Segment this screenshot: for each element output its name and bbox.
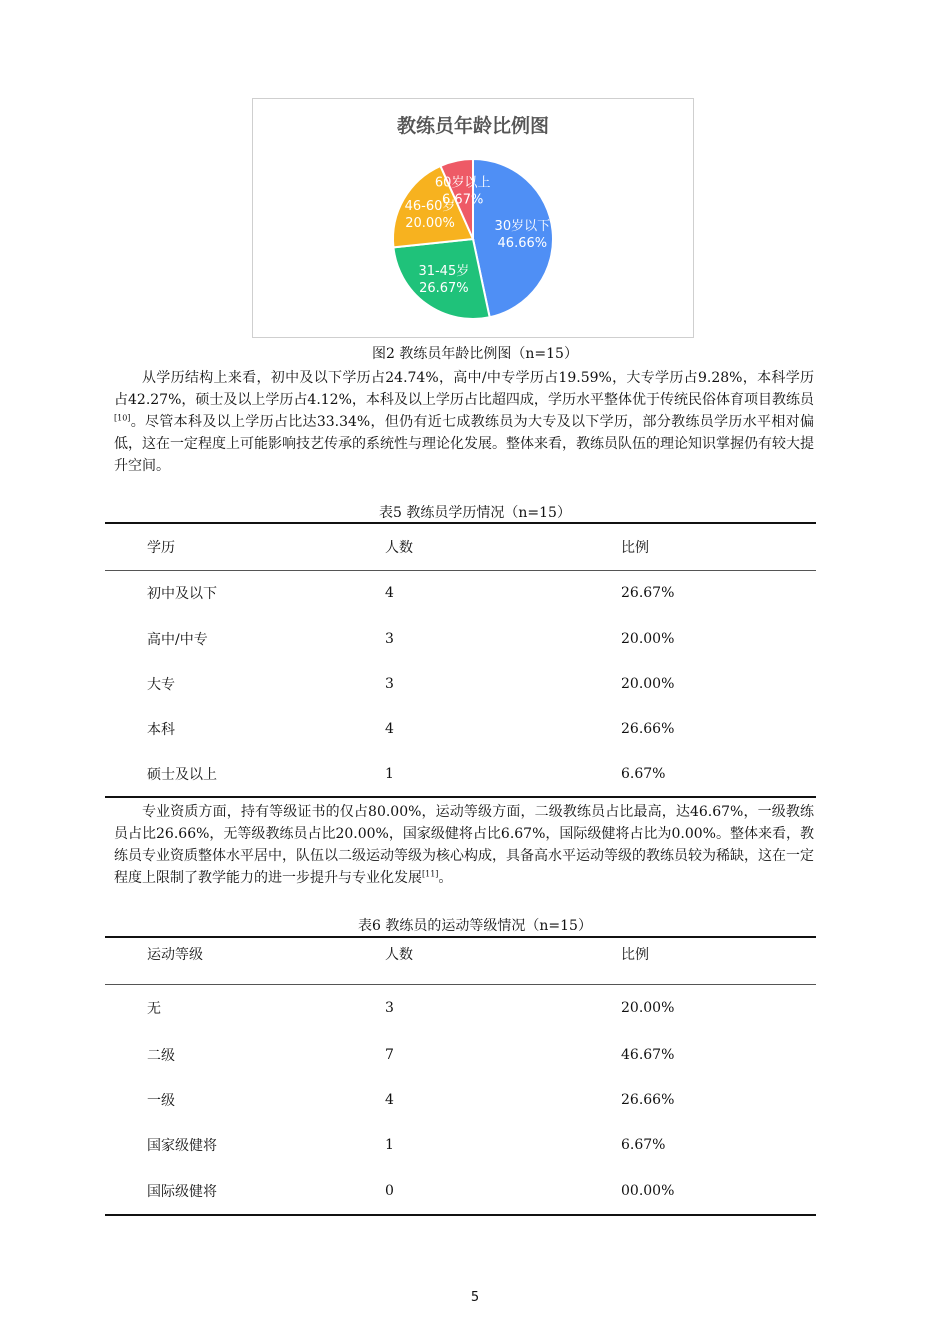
figure-caption: 图2 教练员年龄比例图（n=15） [372, 346, 578, 362]
table-cell: 6.67% [621, 1136, 666, 1153]
table-cell: 46.67% [621, 1046, 675, 1063]
table-row [105, 616, 816, 661]
slice-value-label: 20.00% [405, 216, 455, 232]
page-number: 5 [470, 1290, 480, 1305]
paragraph-text: 从学历结构上来看，初中及以下学历占24.74%，高中/中专学历占19.59%，大专学历占9.28%，本科学历占42.27%，硕士及以上学历占4.12%，本科及以上学历占比超四成，学历水平整体优于传统民俗体育项目教练员 [114, 370, 814, 408]
table-cell: 国际级健将 [147, 1183, 217, 1200]
column-header: 比例 [621, 947, 649, 963]
table6-caption: 表6 教练员的运动等级情况（n=15） [358, 918, 592, 934]
table-row [105, 661, 816, 706]
table-cell: 国家级健将 [147, 1137, 217, 1154]
slice-category-label: 60岁以上 [434, 175, 491, 191]
table-cell: 00.00% [621, 1182, 675, 1199]
column-header: 比例 [621, 539, 649, 556]
table5-caption: 表5 教练员学历情况（n=15） [379, 505, 571, 521]
table-cell: 7 [385, 1046, 394, 1063]
table-row [105, 1167, 816, 1215]
table-cell: 本科 [147, 721, 175, 738]
column-header: 运动等级 [147, 947, 203, 963]
table-cell: 4 [385, 720, 394, 737]
table-cell: 20.00% [621, 675, 675, 692]
table-cell: 4 [385, 1091, 394, 1108]
table-cell: 3 [385, 675, 394, 692]
table-cell: 3 [385, 1000, 394, 1017]
citation-ref: [10] [114, 413, 131, 423]
table-cell: 20.00% [621, 630, 675, 647]
table-cell: 二级 [147, 1047, 175, 1064]
table-cell: 4 [385, 585, 394, 602]
table-cell: 硕士及以上 [147, 766, 217, 783]
slice-category-label: 30岁以下 [494, 218, 551, 234]
table-cell: 26.67% [621, 585, 675, 602]
pie-svg [253, 99, 693, 337]
table-cell: 3 [385, 630, 394, 647]
table-cell: 一级 [147, 1092, 175, 1109]
slice-value-label: 6.67% [442, 192, 484, 208]
table-cell: 1 [385, 765, 394, 782]
paragraph-text: 专业资质方面，持有等级证书的仅占80.00%，运动等级方面，二级教练员占比最高，达46.67%，一级教练员占比26.66%，无等级教练员占比20.00%，国家级健将占比6.67%，国际级健将占比为0.00%。整体来看，教练员专业资质整体水平居中，队伍以二级运动等级为核心构成，具备高水平运动等级的教练员较为稀缺，这在一定程度上限制了教学能力的进一步提升与专业化发展 [114, 804, 814, 886]
table-row [105, 1122, 816, 1167]
column-header: 学历 [147, 539, 175, 556]
table-cell: 6.67% [621, 765, 666, 782]
slice-category-label: 31-45岁 [418, 264, 470, 280]
column-header: 人数 [385, 947, 413, 963]
table-cell: 初中及以下 [147, 586, 217, 603]
table-cell: 无 [147, 1001, 161, 1018]
table-row [105, 1032, 816, 1077]
paragraph-text: 。 [438, 870, 453, 886]
table-cell: 26.66% [621, 720, 675, 737]
age-pie-chart [252, 98, 694, 338]
education-table [105, 522, 816, 798]
column-header: 人数 [385, 539, 413, 556]
table-cell: 高中/中专 [147, 631, 208, 648]
table-cell: 0 [385, 1182, 394, 1199]
table-cell: 20.00% [621, 1000, 675, 1017]
table-cell: 1 [385, 1136, 394, 1153]
slice-category-label: 46-60岁 [404, 199, 456, 215]
slice-value-label: 46.66% [497, 235, 548, 251]
table-row [105, 984, 816, 1032]
sport-level-table [105, 936, 816, 1216]
table-cell: 大专 [147, 676, 175, 693]
table-row [105, 751, 816, 797]
table-row [105, 1077, 816, 1122]
table-row [105, 706, 816, 751]
chart-title: 教练员年龄比例图 [396, 115, 549, 137]
paragraph-education [114, 367, 814, 477]
citation-ref: [11] [422, 869, 439, 879]
slice-value-label: 26.67% [419, 281, 469, 297]
table-row [105, 570, 816, 616]
paragraph-text: 。尽管本科及以上学历占比达33.34%，但仍有近七成教练员为大专及以下学历，部分教练员学历水平相对偏低，这在一定程度上可能影响技艺传承的系统性与理论化发展。整体来看，教练员队伍的理论知识掌握仍有较大提升空间。 [114, 414, 814, 474]
table-cell: 26.66% [621, 1091, 675, 1108]
paragraph-qualification [114, 801, 814, 889]
